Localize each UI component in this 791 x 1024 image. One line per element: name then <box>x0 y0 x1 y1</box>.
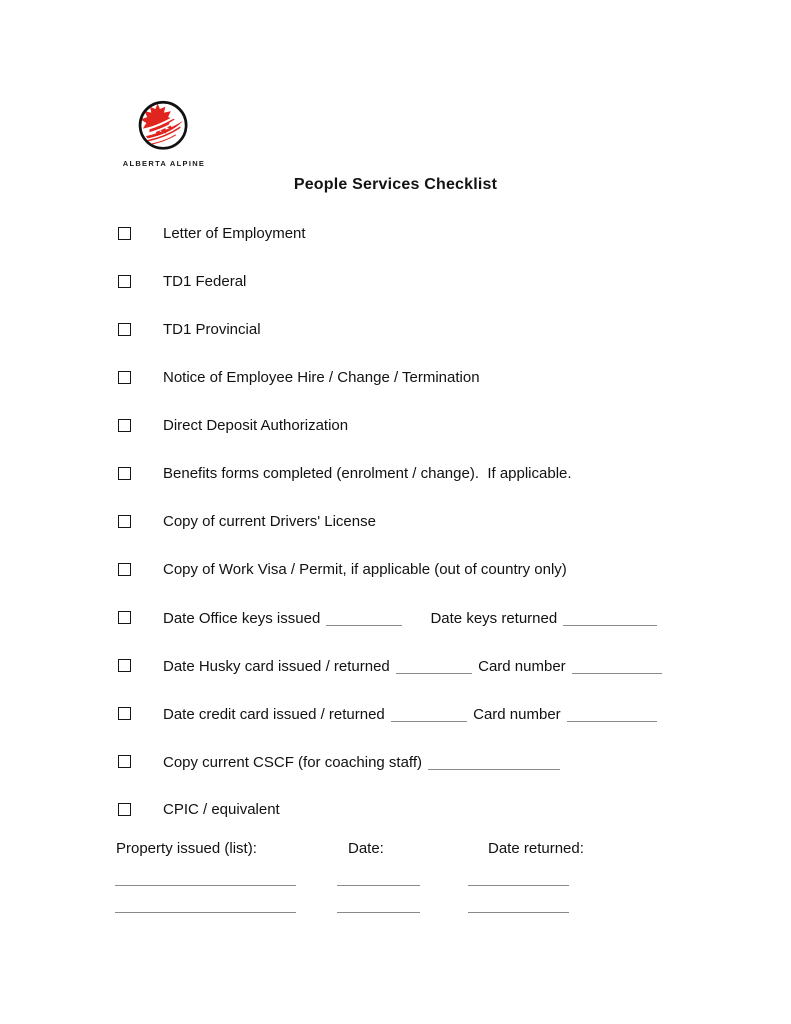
checklist <box>118 226 761 850</box>
checklist-item-label <box>163 274 246 289</box>
fill-in-blank-line[interactable] <box>326 613 402 626</box>
checklist-item-office-keys <box>118 610 761 625</box>
checklist-item-label <box>163 610 659 626</box>
label-text: Date Office keys issued <box>163 610 325 627</box>
fill-in-blank-line[interactable] <box>572 661 662 674</box>
label-text: Letter of Employment <box>163 225 306 242</box>
checkbox[interactable] <box>118 419 131 432</box>
checklist-item-label <box>163 466 572 481</box>
property-issued-blank-line[interactable] <box>115 912 296 913</box>
checkbox[interactable] <box>118 467 131 480</box>
label-text: Notice of Employee Hire / Change / Termination <box>163 369 480 386</box>
fill-in-blank-line[interactable] <box>391 709 467 722</box>
checklist-item-label <box>163 754 562 770</box>
label-text: Card number <box>473 658 570 675</box>
checkbox[interactable] <box>118 371 131 384</box>
date-blank-line[interactable] <box>337 912 420 913</box>
checklist-item-cpic-equivalent <box>118 802 761 817</box>
checklist-item-label <box>163 802 280 817</box>
date-returned-blank-line[interactable] <box>468 885 569 886</box>
checklist-item-label <box>163 514 376 529</box>
checklist-item-td1-provincial <box>118 322 761 337</box>
checklist-item-direct-deposit-authorization <box>118 418 761 433</box>
fill-in-blank-line[interactable] <box>428 757 560 770</box>
checklist-item-label <box>163 418 348 433</box>
checklist-item-benefits-forms-completed <box>118 466 761 481</box>
date-blank-line[interactable] <box>337 885 420 886</box>
checklist-item-letter-of-employment <box>118 226 761 241</box>
alberta-alpine-logo <box>119 99 209 168</box>
checklist-item-label <box>163 658 664 674</box>
maple-leaf-swoosh-icon <box>135 99 193 157</box>
fill-in-blank-line[interactable] <box>567 709 657 722</box>
checklist-item-label <box>163 370 480 385</box>
checklist-item-label <box>163 562 567 577</box>
checklist-item-copy-work-visa-permit <box>118 562 761 577</box>
label-text: Date Husky card issued / returned <box>163 658 394 675</box>
label-text: Card number <box>468 706 565 723</box>
label-text: Date keys returned <box>430 610 562 627</box>
label-text: Benefits forms completed (enrolment / change). If applicable. <box>163 465 572 482</box>
label-text: Direct Deposit Authorization <box>163 417 349 434</box>
label-text: TD1 Federal <box>163 273 247 290</box>
date-header: Date: <box>348 840 384 857</box>
checkbox[interactable] <box>118 803 131 816</box>
checkbox[interactable] <box>118 755 131 768</box>
checklist-item-label <box>163 226 306 241</box>
date-returned-header: Date returned: <box>488 840 584 857</box>
checkbox[interactable] <box>118 515 131 528</box>
checkbox[interactable] <box>118 611 131 624</box>
checklist-item-notice-of-employee-hire-change-termination <box>118 370 761 385</box>
checklist-item-copy-drivers-license <box>118 514 761 529</box>
checklist-item-credit-card <box>118 706 761 721</box>
page-title: People Services Checklist <box>293 176 498 193</box>
property-section <box>0 841 791 951</box>
checkbox[interactable] <box>118 563 131 576</box>
fill-in-blank-line[interactable] <box>396 661 472 674</box>
checklist-item-cscf-copy <box>118 754 761 769</box>
label-text: Date credit card issued / returned <box>163 706 389 723</box>
property-issued-blank-line[interactable] <box>115 885 296 886</box>
label-text: Copy of current Drivers' License <box>163 513 376 530</box>
logo-org-name: ALBERTA ALPINE <box>122 159 206 168</box>
checkbox[interactable] <box>118 707 131 720</box>
checkbox[interactable] <box>118 323 131 336</box>
checklist-item-label <box>163 706 659 722</box>
label-text: CPIC / equivalent <box>163 801 280 818</box>
checkbox[interactable] <box>118 275 131 288</box>
checklist-item-td1-federal <box>118 274 761 289</box>
date-returned-blank-line[interactable] <box>468 912 569 913</box>
checklist-item-husky-card <box>118 658 761 673</box>
checkbox[interactable] <box>118 227 131 240</box>
label-text: TD1 Provincial <box>163 321 261 338</box>
label-text: Copy of Work Visa / Permit, if applicable (out of country only) <box>163 561 567 578</box>
checklist-item-label <box>163 322 261 337</box>
property-issued-header: Property issued (list): <box>116 840 257 857</box>
checkbox[interactable] <box>118 659 131 672</box>
label-text: Copy current CSCF (for coaching staff) <box>163 754 427 771</box>
spacer <box>404 622 430 623</box>
fill-in-blank-line[interactable] <box>563 613 657 626</box>
